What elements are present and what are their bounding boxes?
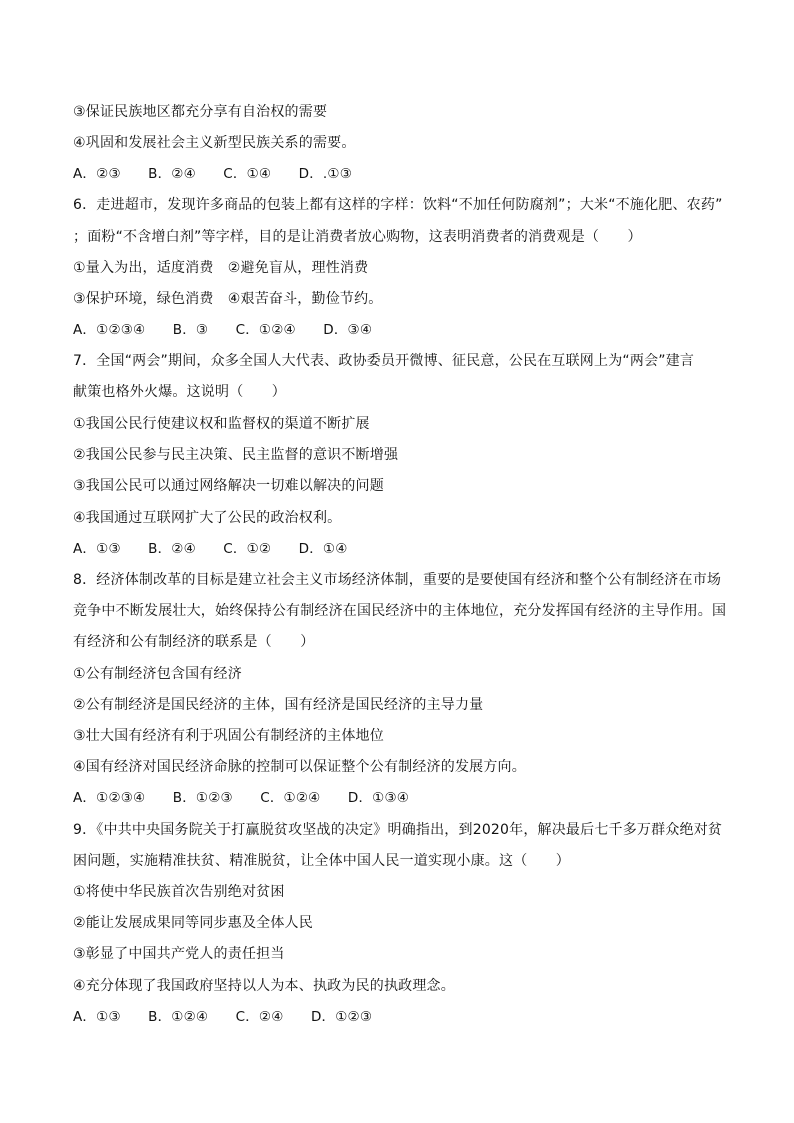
q6-answer-choices: A．①②③④ B．③ C．①②④ D．③④ [73, 322, 373, 338]
q6-stem-line-1: 6．走进超市，发现许多商品的包装上都有这样的字样：饮料“不加任何防腐剂”；大米“不施化肥、农药” [73, 197, 723, 213]
q6-options-row-1: ①量入为出，适度消费 ②避免盲从，理性消费 [73, 260, 369, 276]
q6-stem-line-2: ；面粉“不含增白剂”等字样，目的是让消费者放心购物，这表明消费者的消费观是（ ） [73, 229, 642, 245]
q9-option-4: ④充分体现了我国政府坚持以人为本、执政为民的执政理念。 [73, 978, 455, 994]
q6-options-row-2: ③保护环境，绿色消费 ④艰苦奋斗，勤俭节约。 [73, 291, 383, 307]
q9-option-3: ③彰显了中国共产党人的责任担当 [73, 946, 285, 962]
q8-option-2: ②公有制经济是国民经济的主体，国有经济是国民经济的主导力量 [73, 697, 484, 713]
q8-answer-choices: A．①②③④ B．①②③ C．①②④ D．①③④ [73, 790, 410, 806]
q8-option-1: ①公有制经济包含国有经济 [73, 666, 242, 682]
q7-option-3: ③我国公民可以通过网络解决一切难以解决的问题 [73, 478, 384, 494]
q5-option-4: ④巩固和发展社会主义新型民族关系的需要。 [73, 135, 356, 151]
q8-option-4: ④国有经济对国民经济命脉的控制可以保证整个公有制经济的发展方向。 [73, 759, 526, 775]
q5-answer-choices: A．②③ B．②④ C．①④ D．.①③ [73, 166, 353, 182]
q8-option-3: ③壮大国有经济有利于巩固公有制经济的主体地位 [73, 728, 384, 744]
q8-stem-line-3: 有经济和公有制经济的联系是（ ） [73, 634, 315, 650]
q7-stem-line-2: 献策也格外火爆。这说明（ ） [73, 384, 286, 400]
q9-option-1: ①将使中华民族首次告别绝对贫困 [73, 884, 285, 900]
q7-option-4: ④我国通过互联网扩大了公民的政治权利。 [73, 510, 342, 526]
q7-option-2: ②我国公民参与民主决策、民主监督的意识不断增强 [73, 447, 399, 463]
q7-option-1: ①我国公民行使建议权和监督权的渠道不断扩展 [73, 416, 370, 432]
q8-stem-line-1: 8．经济体制改革的目标是建立社会主义市场经济体制，重要的是要使国有经济和整个公有制经济在市场 [73, 572, 722, 588]
q7-stem-line-1: 7．全国“两会”期间，众多全国人大代表、政协委员开微博、征民意，公民在互联网上为“两会”建言 [73, 353, 695, 369]
q9-answer-choices: A．①③ B．①②④ C．②④ D．①②③ [73, 1009, 373, 1025]
q7-answer-choices: A．①③ B．②④ C．①② D．①④ [73, 541, 348, 557]
q9-stem-line-1: 9．《中共中央国务院关于打赢脱贫攻坚战的决定》明确指出，到2020年，解决最后七千多万群众绝对贫 [73, 822, 723, 838]
q5-option-3: ③保证民族地区都充分享有自治权的需要 [73, 104, 328, 120]
q9-stem-line-2: 困问题，实施精准扶贫、精准脱贫，让全体中国人民一道实现小康。这（ ） [73, 853, 570, 869]
q9-option-2: ②能让发展成果同等同步惠及全体人民 [73, 915, 313, 931]
q8-stem-line-2: 竞争中不断发展壮大，始终保持公有制经济在国民经济中的主体地位，充分发挥国有经济的主导作用。国 [73, 603, 727, 619]
